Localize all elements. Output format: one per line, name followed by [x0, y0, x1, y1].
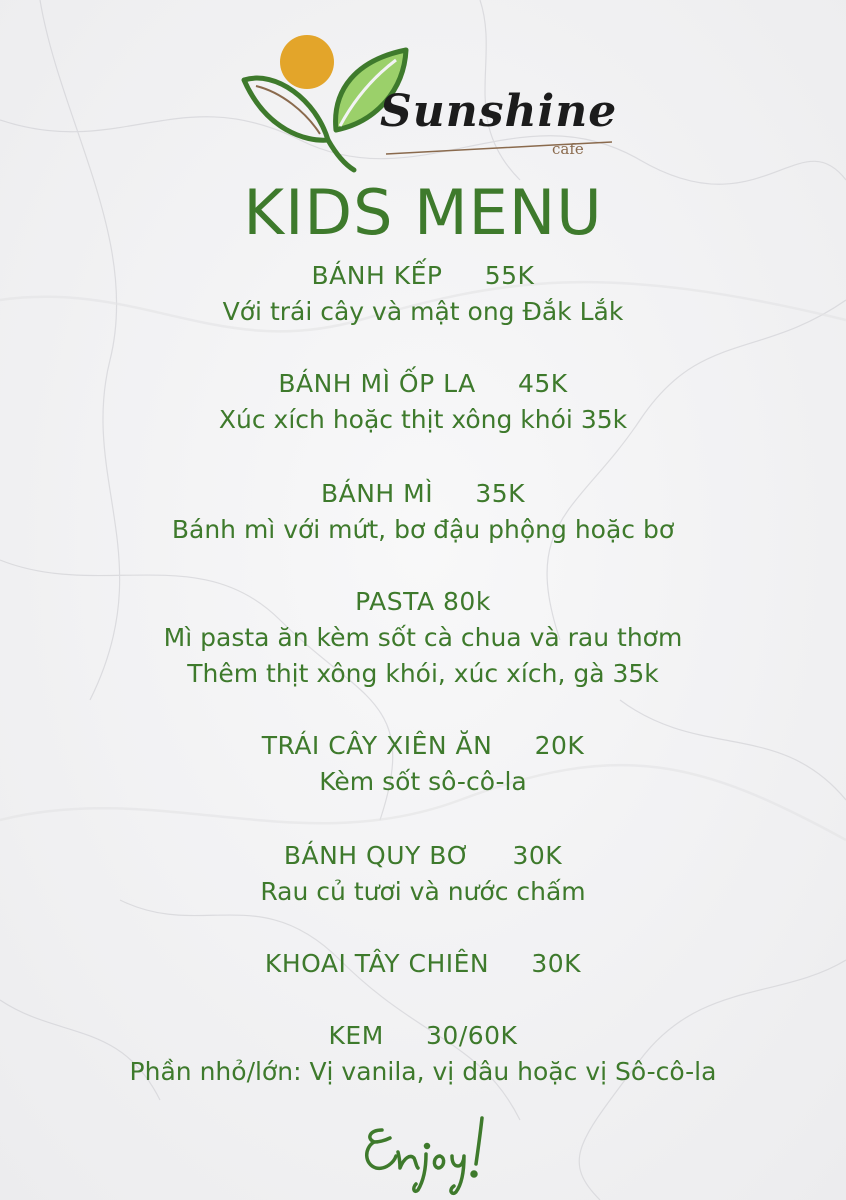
item-name: BÁNH MÌ [320, 479, 434, 508]
menu-item-name-line [0, 728, 846, 764]
menu-item-name-line [0, 476, 846, 512]
item-description: Với trái cây và mật ong Đắk Lắk [222, 297, 624, 326]
menu-item-name-line [0, 258, 846, 294]
item-price: 30K [512, 841, 563, 870]
menu-item [0, 838, 846, 910]
item-name: KHOAI TÂY CHIÊN [264, 949, 490, 978]
enjoy-signature [360, 1108, 500, 1198]
menu-item-name-line [0, 1018, 846, 1054]
menu-item [0, 584, 846, 692]
menu-item [0, 476, 846, 548]
brand-name: Sunshine [380, 86, 618, 137]
item-name: TRÁI CÂY XIÊN ĂN [261, 731, 493, 760]
sun-icon [280, 35, 334, 89]
menu-item-name-line [0, 838, 846, 874]
item-description: Mì pasta ăn kèm sốt cà chua và rau thơm [163, 623, 683, 652]
item-description: Rau củ tươi và nước chấm [260, 877, 586, 906]
menu-item [0, 366, 846, 438]
item-name: BÁNH QUY BƠ [283, 841, 471, 870]
menu-item-name-line [0, 946, 846, 982]
item-price: 45K [517, 369, 568, 398]
menu-item [0, 258, 846, 330]
menu-item [0, 946, 846, 982]
item-name: BÁNH MÌ ỐP LA [278, 369, 476, 398]
menu-item [0, 1018, 846, 1090]
item-price: 35K [475, 479, 526, 508]
menu-item [0, 728, 846, 800]
menu-item-name-line [0, 584, 846, 620]
menu-item-name-line [0, 366, 846, 402]
item-price: 80k [443, 587, 491, 616]
item-name: PASTA [355, 587, 435, 616]
item-price: 55K [484, 261, 535, 290]
item-price: 30K [531, 949, 582, 978]
item-name: KEM [328, 1021, 384, 1050]
item-description: Thêm thịt xông khói, xúc xích, gà 35k [187, 659, 659, 688]
item-price: 20K [534, 731, 585, 760]
item-description: Kèm sốt sô-cô-la [319, 767, 527, 796]
menu-title: KIDS MENU [243, 176, 603, 249]
item-description: Bánh mì với mứt, bơ đậu phộng hoặc bơ [171, 515, 675, 544]
item-price: 30/60K [426, 1021, 518, 1050]
item-description: Xúc xích hoặc thịt xông khói 35k [218, 405, 628, 434]
item-description: Phần nhỏ/lớn: Vị vanila, vị dâu hoặc vị Sô-cô-la [129, 1057, 717, 1086]
brand-subtitle: cafe [552, 140, 584, 158]
item-name: BÁNH KẾP [311, 261, 443, 290]
